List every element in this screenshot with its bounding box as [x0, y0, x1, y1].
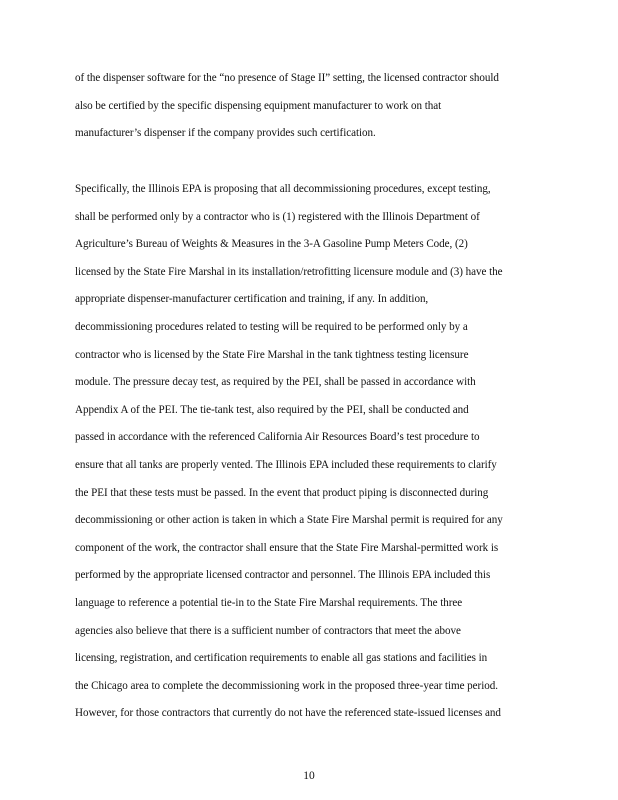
text-line: performed by the appropriate licensed contractor and personnel. The Illinois EPA included this — [75, 569, 491, 582]
text-line: contractor who is licensed by the State Fire Marshal in the tank tightness testing licensure — [75, 348, 469, 361]
paragraph-continuation — [75, 65, 555, 148]
text-line: However, for those contractors that currently do not have the referenced state-issued licenses and — [75, 707, 501, 720]
text-line: language to reference a potential tie-in to the State Fire Marshal requirements. The three — [75, 596, 463, 609]
text-line: module. The pressure decay test, as required by the PEI, shall be passed in accordance with — [75, 376, 476, 389]
text-line: decommissioning or other action is taken in which a State Fire Marshal permit is required for any — [75, 514, 503, 527]
text-line: Agriculture’s Bureau of Weights & Measures in the 3-A Gasoline Pump Meters Code, (2) — [75, 238, 468, 251]
paragraph-decommissioning-procedures — [75, 176, 555, 728]
text-line: passed in accordance with the referenced California Air Resources Board’s test procedure to — [75, 431, 480, 444]
text-line: component of the work, the contractor shall ensure that the State Fire Marshal-permitted work is — [75, 541, 499, 554]
page-number: 10 — [303, 770, 315, 782]
text-line: licensed by the State Fire Marshal in its installation/retrofitting licensure module and (3) have the — [75, 265, 503, 278]
text-line: ensure that all tanks are properly vented. The Illinois EPA included these requirements to clarify — [75, 458, 497, 471]
text-line: also be certified by the specific dispensing equipment manufacturer to work on that — [75, 99, 442, 112]
text-line: appropriate dispenser-manufacturer certification and training, if any. In addition, — [75, 293, 429, 306]
text-line: of the dispenser software for the “no presence of Stage II” setting, the licensed contractor should — [75, 72, 499, 84]
text-line: licensing, registration, and certification requirements to enable all gas stations and facilities in — [75, 652, 488, 665]
text-line: the PEI that these tests must be passed. In the event that product piping is disconnected during — [75, 486, 489, 499]
text-line: shall be performed only by a contractor who is (1) registered with the Illinois Department of — [75, 210, 480, 223]
text-line: decommissioning procedures related to testing will be required to be performed only by a — [75, 320, 468, 333]
text-line: manufacturer’s dispenser if the company provides such certification. — [75, 127, 376, 140]
text-line: agencies also believe that there is a sufficient number of contractors that meet the above — [75, 624, 461, 637]
text-line: Appendix A of the PEI. The tie-tank test, also required by the PEI, shall be conducted and — [75, 403, 469, 416]
text-line: Specifically, the Illinois EPA is proposing that all decommissioning procedures, except testing, — [75, 183, 491, 195]
text-line: the Chicago area to complete the decommissioning work in the proposed three-year time period. — [75, 679, 498, 692]
